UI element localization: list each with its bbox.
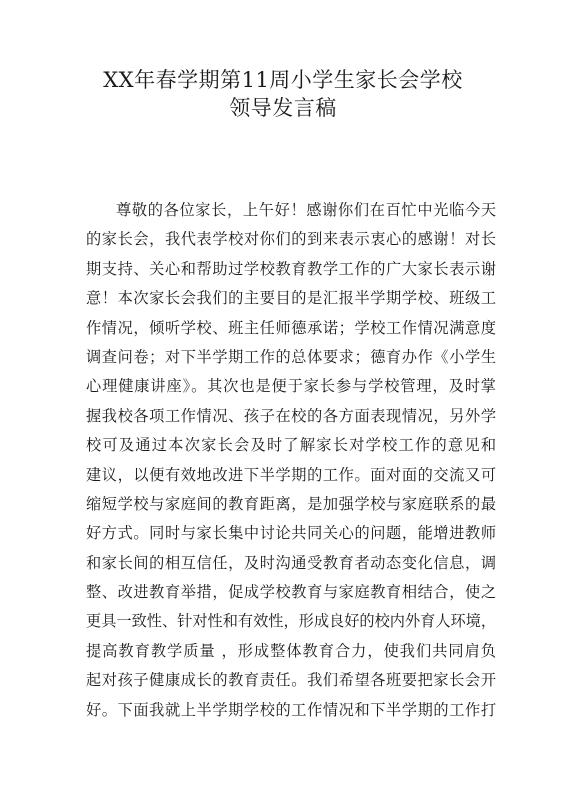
body-line: 好方式。同时与家长集中讨论共同关心的问题，能增进教师 [86,524,496,543]
document-title [40,66,526,122]
body-line: 作情况，倾听学校、班主任师德承诺；学校工作情况满意度 [86,318,496,337]
body-line: 起对孩子健康成长的教育责任。我们希望各班要把家长会开 [86,671,496,690]
body-line: 的家长会，我代表学校对你们的到来表示衷心的感谢！对长 [86,230,496,249]
body-line: 心理健康讲座》。其次也是便于家长参与学校管理，及时掌 [86,377,496,396]
body-line: 缩短学校与家庭间的教育距离，是加强学校与家庭联系的最 [86,494,496,513]
body-line: 意！本次家长会我们的主要目的是汇报半学期学校、班级工 [86,289,496,308]
body-line: 好。下面我就上半学期学校的工作情况和下半学期的工作打 [86,700,496,719]
body-line: 整、改进教育举措，促成学校教育与家庭教育相结合，使之 [86,583,496,602]
body-line: 握我校各项工作情况、孩子在校的各方面表现情况，另外学 [86,406,496,425]
body-line: 提高教育教学质量 ，形成整体教育合力，使我们共同肩负 [86,641,496,660]
body-line: 和家长间的相互信任，及时沟通受教育者动态变化信息，调 [86,553,496,572]
title-line-1: XX年春学期第11周小学生家长会学校 [103,68,463,92]
body-line: 建议，以便有效地改进下半学期的工作。面对面的交流又可 [86,465,496,484]
body-line: 尊敬的各位家长，上午好！感谢你们在百忙中光临今天 [116,201,496,219]
body-line: 调查问卷；对下半学期工作的总体要求；德育办作《小学生 [86,347,496,366]
title-line-2: 领导发言稿 [229,96,337,120]
body-line: 期支持、关心和帮助过学校教育教学工作的广大家长表示谢 [86,259,496,278]
speech-body [86,196,496,725]
body-line: 更具一致性、针对性和有效性，形成良好的校内外育人环境， [86,612,497,631]
body-line: 校可及通过本次家长会及时了解家长对学校工作的意见和 [86,436,496,455]
